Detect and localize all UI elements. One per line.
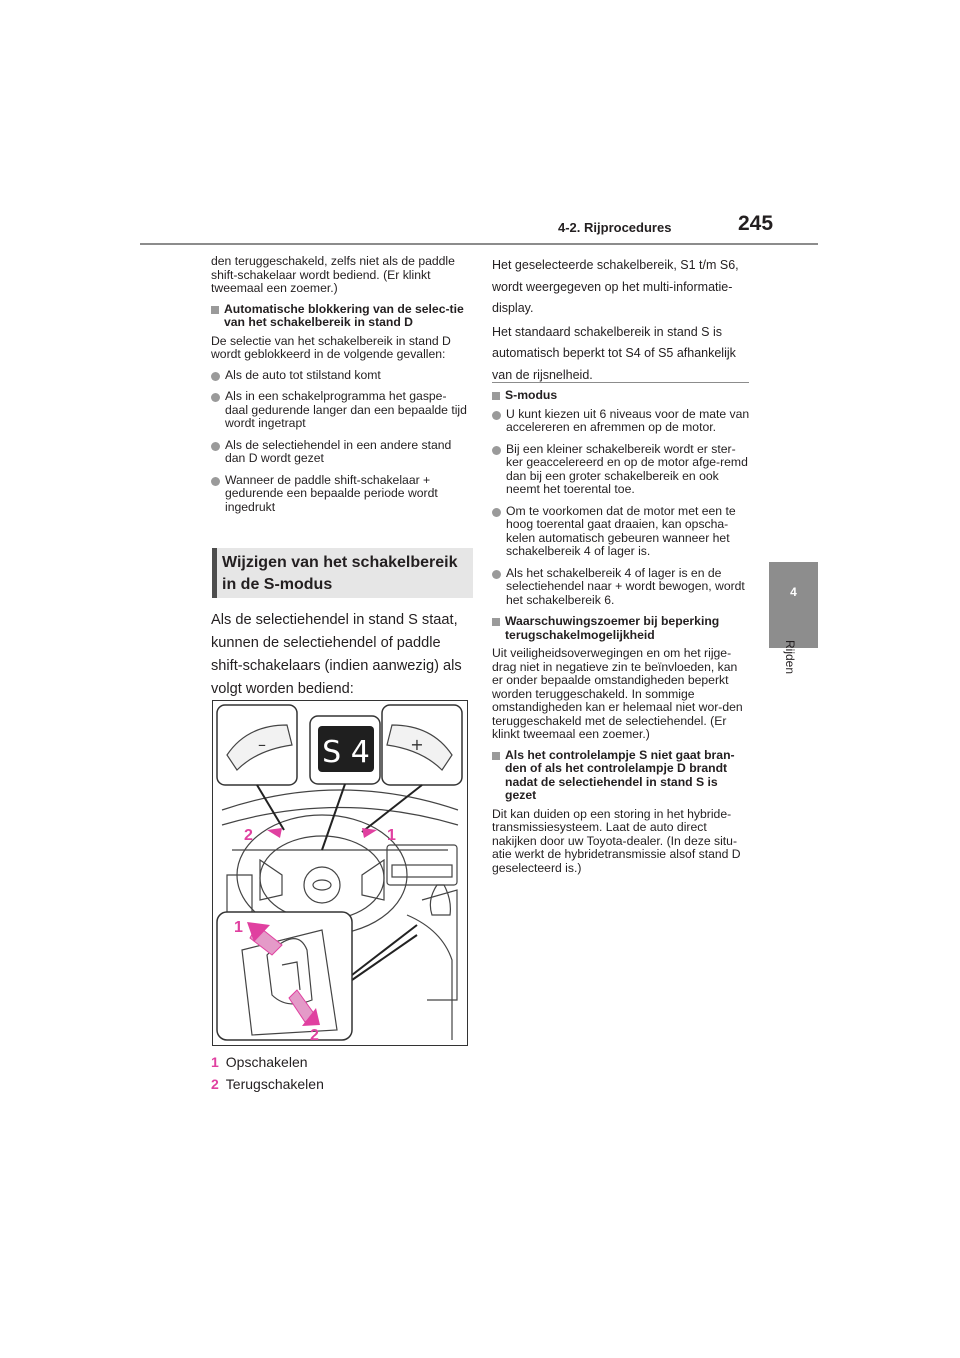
right-divider — [492, 382, 749, 383]
shift-illustration — [212, 700, 468, 1046]
dot-bullet-icon — [492, 570, 501, 579]
paragraph: Het geselecteerde schakelbereik, S1 t/m S6, wordt weergegeven op het multi-informatie-display. — [492, 258, 739, 315]
dot-bullet-icon — [211, 393, 220, 402]
figure-legend — [211, 1051, 324, 1095]
section-heading: Wijzigen van het schakelbereik in de S-modus — [222, 554, 458, 593]
paragraph: Het standaard schakelbereik in stand S is automatisch beperkt tot S4 of S5 afhankelijk van de rijsnelheid. — [492, 324, 736, 382]
dot-bullet-icon — [211, 372, 220, 381]
callout-2-lever: 2 — [310, 1027, 319, 1044]
square-bullet-icon — [492, 618, 500, 626]
list-item: Wanneer de paddle shift-schakelaar + gedurende een bepaalde periode wordt ingedrukt — [211, 474, 469, 515]
callout-2-paddle: 2 — [244, 827, 253, 844]
dot-bullet-icon — [211, 477, 220, 486]
list-item: Als in een schakelprogramma het gaspe-daal gedurende langer dan een bepaalde tijd wordt ingetrapt — [211, 390, 469, 431]
legend-item: 1 Opschakelen — [211, 1054, 308, 1070]
dot-bullet-icon — [492, 411, 501, 420]
section-title: 4-2. Rijprocedures — [558, 220, 672, 235]
chapter-tab-number: 4 — [790, 585, 797, 599]
subheading: Automatische blokkering van de selec-tie van het schakelbereik in stand D — [211, 303, 469, 330]
callout-1-lever: 1 — [234, 919, 243, 936]
subheading: S-modus — [492, 389, 750, 403]
dot-bullet-icon — [492, 508, 501, 517]
callout-1-paddle: 1 — [387, 827, 396, 844]
list-item: U kunt kiezen uit 6 niveaus voor de mate van accelereren en afremmen op de motor. — [492, 408, 750, 435]
paddle-minus-label: – — [258, 735, 266, 754]
list-item: Bij een kleiner schakelbereik wordt er ster-ker geaccelereerd en op de motor afge-remd dan bij een groter schakelbereik en ook neemt het toerental toe. — [492, 443, 750, 497]
dot-bullet-icon — [492, 446, 501, 455]
square-bullet-icon — [211, 306, 219, 314]
right-column — [492, 389, 750, 882]
paragraph: Dit kan duiden op een storing in het hybride-transmissiesysteem. Laat de auto direct nakijken door uw Toyota-dealer. (In deze situ-atie werkt de hybridetransmissie alsof stand D geselecteerd is.) — [492, 806, 741, 875]
square-bullet-icon — [492, 752, 500, 760]
subheading: Als het controlelampje S niet gaat bran-den of als het controlelampje D brandt nadat de selectiehendel in stand S is gezet — [492, 749, 750, 803]
paragraph: den teruggeschakeld, zelfs niet als de paddle shift-schakelaar wordt bediend. (Er klinkt tweemaal een zoemer.) — [211, 254, 455, 295]
legend-item: 2 Terugschakelen — [211, 1076, 324, 1092]
chapter-tab — [769, 562, 818, 648]
list-item: Als het schakelbereik 4 of lager is en de selectiehendel naar + wordt bewogen, wordt het schakelbereik 6. — [492, 567, 750, 608]
gear-display-label: S 4 — [322, 735, 370, 770]
intro-paragraph: Als de selectiehendel in stand S staat, kunnen de selectiehendel of paddle shift-schakelaars (indien aanwezig) als volgt worden bediend: — [211, 612, 462, 697]
dot-bullet-icon — [211, 442, 220, 451]
right-intro — [492, 255, 750, 386]
paddle-plus-label: + — [410, 735, 424, 754]
subheading: Waarschuwingszoemer bij beperking terugschakelmogelijkheid — [492, 615, 750, 642]
list-item: Om te voorkomen dat de motor met een te hoog toerental gaat draaien, kan opscha-kelen automatisch gebeuren wanneer het schakelbereik 4 of lager is. — [492, 505, 750, 559]
list-item: Als de selectiehendel in een andere stand dan D wordt gezet — [211, 439, 469, 466]
chapter-tab-label: Rijden — [783, 640, 797, 675]
paragraph: Uit veiligheidsoverwegingen en om het rijge-drag niet in negatieve zin te beïnvloeden, kan er onder bepaalde omstandigheden beperkt worden teruggeschakeld. In sommige omstandigheden kan er helemaal niet wor-den teruggeschakeld met de selectiehendel. (Er klinkt tweemaal een zoemer.) — [492, 646, 743, 741]
list-item: Als de auto tot stilstand komt — [211, 369, 469, 383]
left-column — [211, 255, 469, 522]
page-number: 245 — [738, 212, 774, 235]
square-bullet-icon — [492, 392, 500, 400]
paragraph: De selectie van het schakelbereik in stand D wordt geblokkeerd in de volgende gevallen: — [211, 333, 451, 361]
header-divider — [140, 243, 818, 245]
